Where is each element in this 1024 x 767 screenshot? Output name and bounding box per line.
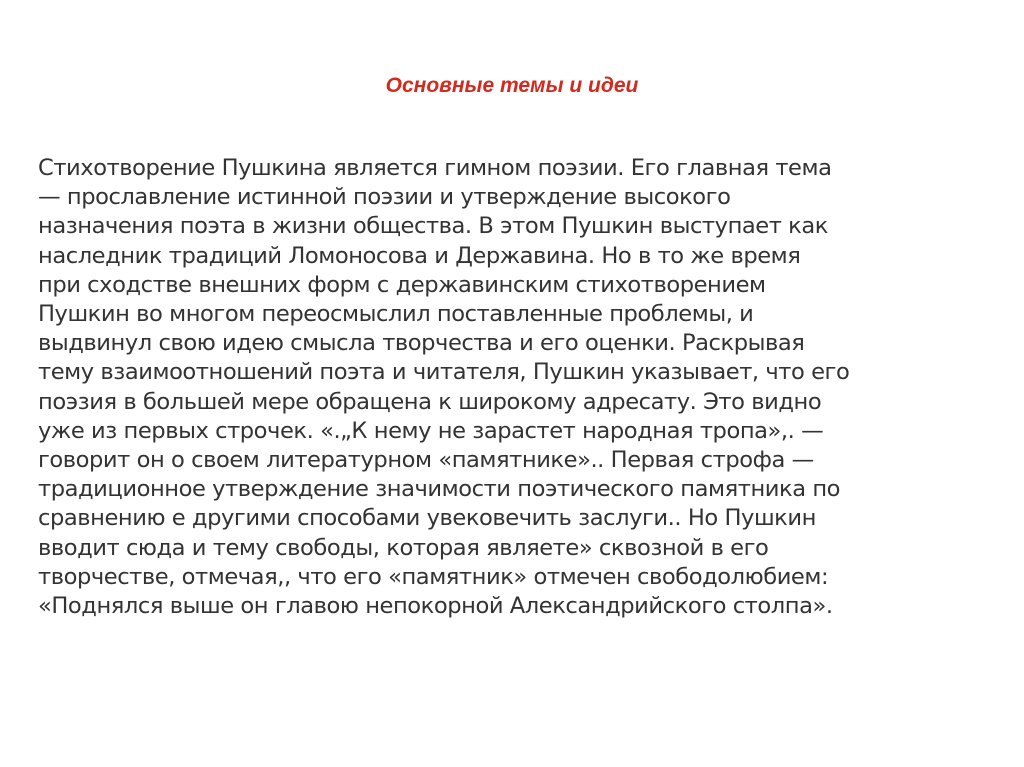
body-line: — прославление истинной поэзии и утверждение высокого	[38, 184, 731, 211]
body-line: говорит он о своем литературном «памятнике».. Первая строфа —	[38, 447, 814, 474]
slide-title: Основные темы и идеи	[385, 74, 639, 97]
body-line: творчестве, отмечая,, что его «памятник» отмечен свободолюбием:	[38, 563, 829, 590]
body-line: уже из первых строчек. «.„К нему не зарастет народная тропа»,. —	[38, 417, 824, 444]
body-line: «Поднялся выше он главою непокорной Александрийского столпа».	[38, 593, 833, 620]
body-text	[38, 154, 988, 621]
body-line: выдвинул свою идею смысла творчества и его оценки. Раскрывая	[38, 330, 805, 357]
body-line: при сходстве внешних форм с державинским стихотворением	[38, 271, 766, 298]
body-line: поэзия в большей мере обращена к широкому адресату. Это видно	[38, 388, 822, 415]
body-line: Стихотворение Пушкина является гимном поэзии. Его главная тема	[38, 155, 832, 181]
body-line: сравнению е другими способами увековечить заслуги.. Но Пушкин	[38, 505, 816, 532]
body-line: традиционное утверждение значимости поэтического памятника по	[38, 476, 841, 503]
body-line: вводит сюда и тему свободы, которая являете» сквозной в его	[38, 534, 769, 561]
body-line: Пушкин во многом переосмыслил поставленные проблемы, и	[38, 301, 754, 328]
body-line: наследник традиций Ломоносова и Державина. Но в то же время	[38, 242, 801, 269]
body-line: тему взаимоотношений поэта и читателя, Пушкин указывает, что его	[38, 359, 850, 386]
body-line: назначения поэта в жизни общества. В этом Пушкин выступает как	[38, 213, 828, 240]
